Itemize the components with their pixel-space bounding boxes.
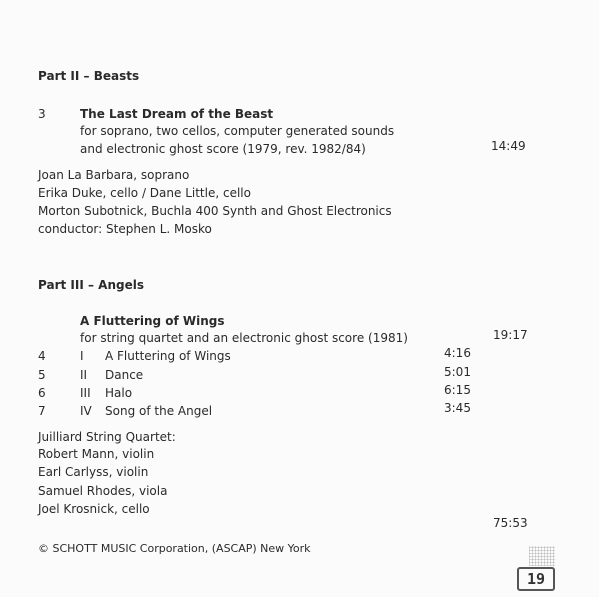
performer-line: Joel Krosnick, cello — [38, 502, 150, 516]
part-heading: Part III – Angels — [38, 278, 144, 292]
track-number: 7 — [38, 404, 46, 418]
work-title: A Fluttering of Wings — [80, 314, 225, 328]
movement-duration: 6:15 — [444, 383, 471, 397]
work-description: for string quartet and an electronic ghost score (1981) — [80, 331, 408, 345]
track-number: 6 — [38, 386, 46, 400]
movement-title: Dance — [105, 368, 144, 382]
work-description: for soprano, two cellos, computer generated sounds — [80, 124, 395, 138]
track-number: 5 — [38, 368, 46, 382]
movement-title: A Fluttering of Wings — [105, 349, 231, 363]
total-duration: 75:53 — [493, 516, 528, 530]
performer-line: Samuel Rhodes, viola — [38, 484, 168, 498]
movement-duration: 3:45 — [444, 401, 471, 415]
performer-line: Earl Carlyss, violin — [38, 465, 149, 479]
track-number: 3 — [38, 107, 46, 121]
dot-pattern-decoration — [529, 546, 555, 566]
work-duration: 19:17 — [493, 328, 528, 342]
movement-duration: 5:01 — [444, 365, 471, 379]
ensemble-name: Juilliard String Quartet: — [38, 430, 176, 444]
performer-line: Joan La Barbara, soprano — [38, 168, 190, 182]
performer-line: Erika Duke, cello / Dane Little, cello — [38, 186, 251, 200]
track-number: 4 — [38, 349, 46, 363]
performer-line: Robert Mann, violin — [38, 447, 155, 461]
movement-duration: 4:16 — [444, 346, 471, 360]
movement-numeral: II — [80, 368, 88, 382]
copyright-notice: © SCHOTT MUSIC Corporation, (ASCAP) New York — [38, 542, 311, 555]
part-heading: Part II – Beasts — [38, 69, 140, 83]
movement-numeral: III — [80, 386, 91, 400]
performer-line: conductor: Stephen L. Mosko — [38, 222, 212, 236]
movement-numeral: I — [80, 349, 84, 363]
movement-title: Song of the Angel — [105, 404, 213, 418]
performer-line: Morton Subotnick, Buchla 400 Synth and Ghost Electronics — [38, 204, 392, 218]
movement-title: Halo — [105, 386, 133, 400]
page-number: 19 — [517, 567, 555, 591]
movement-numeral: IV — [80, 404, 92, 418]
work-duration: 14:49 — [491, 139, 526, 153]
work-description: and electronic ghost score (1979, rev. 1982/84) — [80, 142, 366, 156]
work-title: The Last Dream of the Beast — [80, 107, 274, 121]
